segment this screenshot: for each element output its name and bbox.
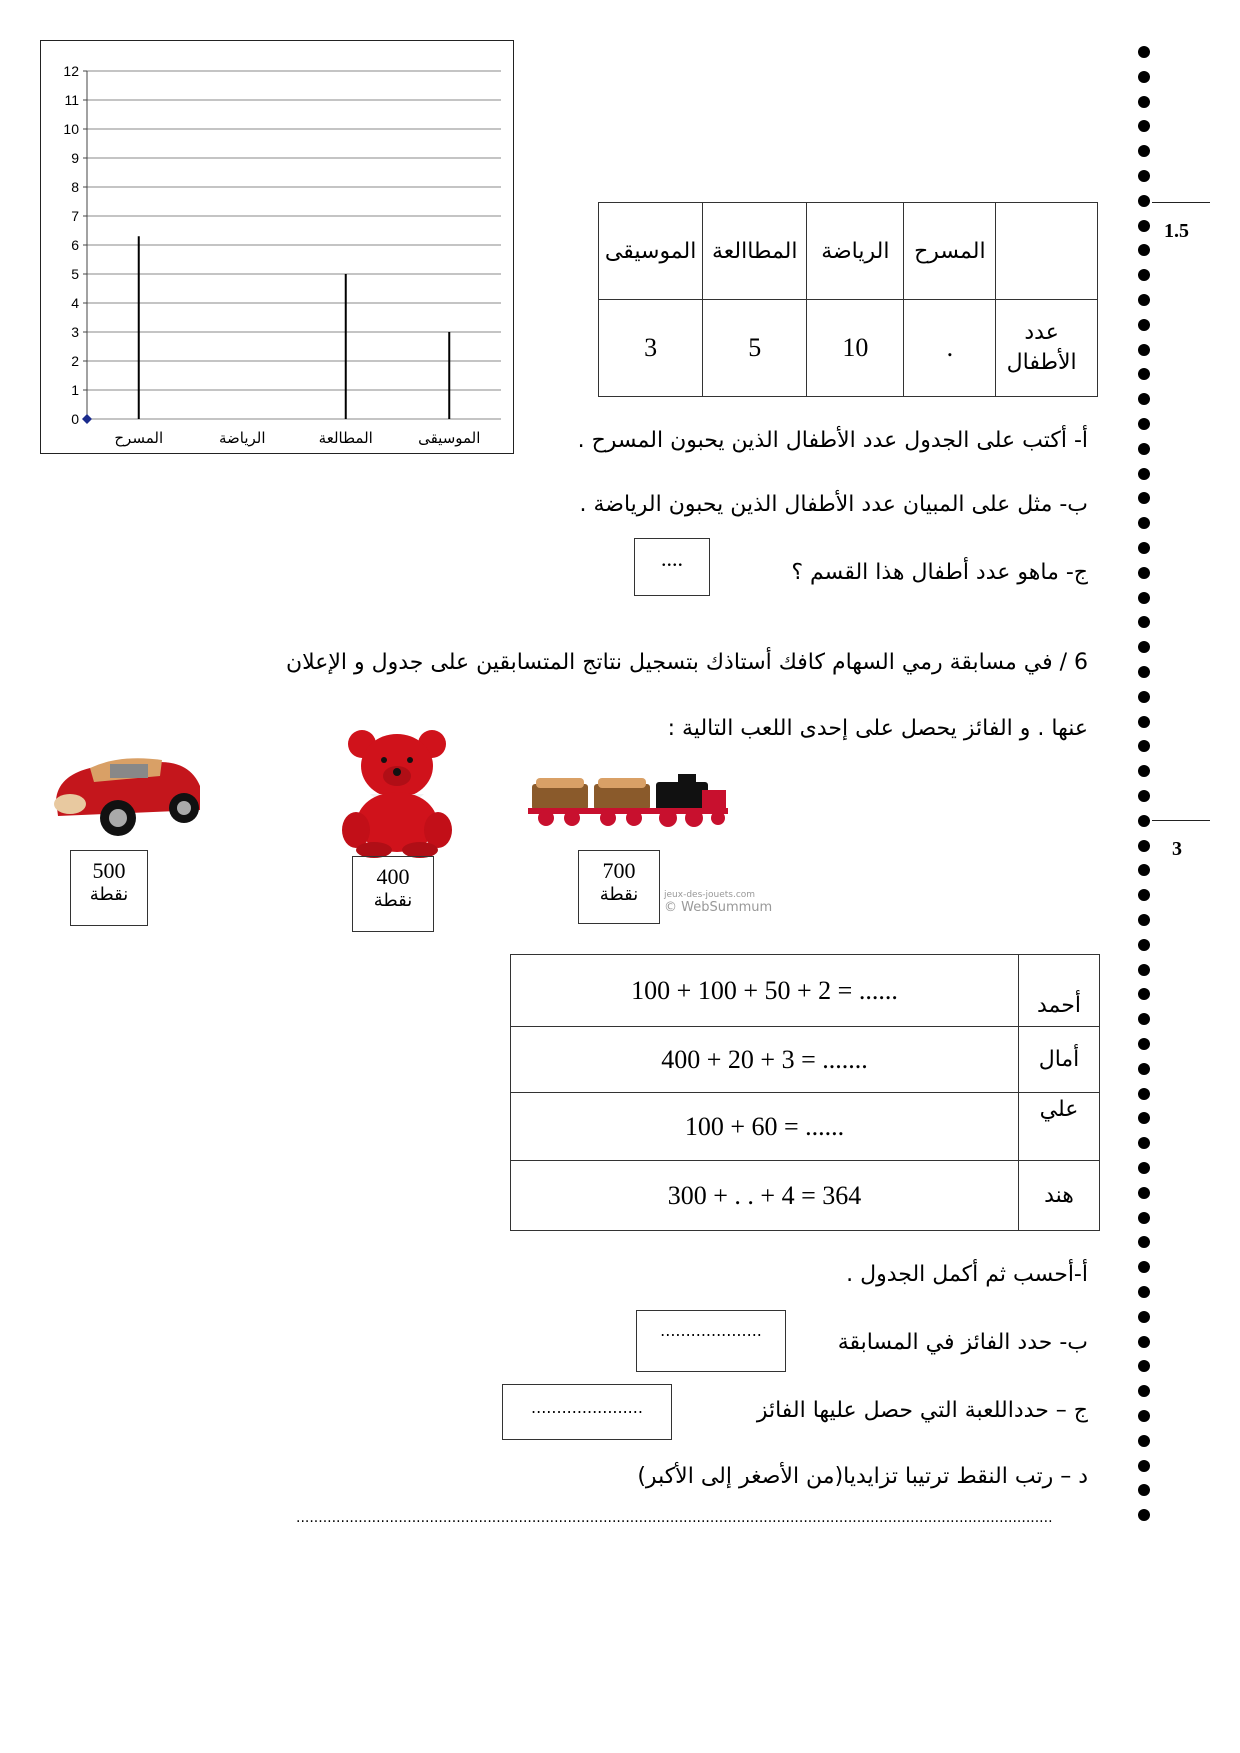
margin-dot (1138, 294, 1150, 306)
table-cell: المطاالعة (703, 203, 807, 300)
toy-answer-box[interactable]: ...................... (502, 1384, 672, 1440)
margin-dot (1138, 145, 1150, 157)
margin-dot (1138, 195, 1150, 207)
margin-dot (1138, 740, 1150, 752)
score-ex5: 1.5 (1164, 220, 1189, 242)
margin-dot (1138, 840, 1150, 852)
margin-dot (1138, 1162, 1150, 1174)
margin-dot (1138, 864, 1150, 876)
margin-dot (1138, 1112, 1150, 1124)
watermark-text: jeux-des-jouets.com (664, 890, 756, 900)
empty-corner-cell (996, 203, 1098, 300)
margin-dot (1138, 492, 1150, 504)
margin-dot (1138, 1460, 1150, 1472)
y-tick-label: 11 (64, 92, 79, 108)
question-6a: أ-أحسب ثم أكمل الجدول . (846, 1262, 1088, 1287)
margin-dot (1138, 964, 1150, 976)
margin-dot (1138, 616, 1150, 628)
table-row (599, 300, 1098, 397)
table-cell: هند (1019, 1161, 1100, 1231)
margin-dot (1138, 170, 1150, 182)
margin-dot (1138, 443, 1150, 455)
table-cell: علي (1019, 1093, 1100, 1161)
margin-dot (1138, 1311, 1150, 1323)
margin-dot (1138, 1261, 1150, 1273)
table-cell: 300 + . . + 4 = 364 (511, 1161, 1019, 1231)
table-row (511, 1161, 1100, 1231)
margin-dot (1138, 1236, 1150, 1248)
y-tick-label: 5 (71, 266, 79, 282)
table-cell: 3 (599, 300, 703, 397)
table-cell: المسرح (904, 203, 996, 300)
train-points: 700 (602, 858, 636, 883)
table-cell: أحمد (1019, 955, 1100, 1027)
margin-dot (1138, 1360, 1150, 1372)
row-label: عدد الأطفال (996, 300, 1098, 397)
margin-dot (1138, 815, 1150, 827)
y-tick-label: 9 (71, 150, 79, 166)
score-separator (1152, 820, 1210, 821)
points-unit: نقطة (599, 884, 639, 905)
score-ex6: 3 (1172, 838, 1182, 860)
margin-dot (1138, 1187, 1150, 1199)
table-row (511, 1093, 1100, 1161)
x-tick-label: الموسيقى (418, 429, 481, 447)
margin-dot (1138, 46, 1150, 58)
margin-dot (1138, 939, 1150, 951)
car-points: 500 (92, 858, 126, 883)
margin-dot (1138, 716, 1150, 728)
exercise-6-intro-line1: 6 / في مسابقة رمي السهام كافك أستاذك بتسجيل نتاتج المتسابقين على جدول و الإعلان (285, 650, 1088, 675)
y-tick-label: 1 (71, 382, 79, 398)
winner-answer-box[interactable]: .................... (636, 1310, 786, 1372)
margin-dot (1138, 1038, 1150, 1050)
margin-dot (1138, 71, 1150, 83)
y-tick-label: 4 (71, 295, 79, 311)
margin-dot (1138, 468, 1150, 480)
y-tick-label: 6 (71, 237, 79, 253)
table-cell: الموسيقى (599, 203, 703, 300)
table-cell: 400 + 20 + 3 = ....... (511, 1027, 1019, 1093)
answer-box[interactable]: .... (634, 538, 710, 596)
margin-dot (1138, 1286, 1150, 1298)
margin-dot (1138, 418, 1150, 430)
score-separator (1152, 202, 1210, 203)
table-row (511, 1027, 1100, 1093)
margin-dot (1138, 567, 1150, 579)
margin-dot (1138, 914, 1150, 926)
question-6d: د – رتب النقط ترتيبا تزايديا(من الأصغر إلى الأكبر) (637, 1464, 1088, 1489)
margin-dot (1138, 1509, 1150, 1521)
exercise-6-intro-line2: عنها . و الفائز يحصل على إحدى اللعب التالية : (667, 716, 1088, 741)
margin-dot (1138, 765, 1150, 777)
margin-dot (1138, 1385, 1150, 1397)
y-tick-label: 7 (71, 208, 79, 224)
x-tick-label: المطالعة (318, 429, 373, 447)
margin-dot (1138, 1212, 1150, 1224)
question-6b: ب- حدد الفائز في المسابقة (837, 1330, 1088, 1355)
watermark-text: © WebSummum (664, 900, 773, 915)
chart-svg (41, 41, 515, 455)
question-5a: أ- أكتب على الجدول عدد الأطفال الذين يحبون المسرح . (577, 428, 1088, 453)
margin-dot (1138, 641, 1150, 653)
margin-dot (1138, 220, 1150, 232)
margin-dot (1138, 790, 1150, 802)
margin-dot (1138, 1088, 1150, 1100)
margin-dot (1138, 96, 1150, 108)
table-cell: 100 + 100 + 50 + 2 = ...... (511, 955, 1019, 1027)
question-5c: ج- ماهو عدد أطفال هذا القسم ؟ (791, 560, 1088, 585)
car-points-box (70, 850, 148, 926)
origin-marker (82, 414, 92, 424)
x-tick-label: الرياضة (218, 429, 266, 447)
margin-dot (1138, 1484, 1150, 1496)
table-cell: الرياضة (807, 203, 904, 300)
margin-dot (1138, 691, 1150, 703)
teddy-bear-image (336, 726, 460, 858)
bear-points: 400 (376, 864, 410, 889)
children-preferences-table (598, 202, 1098, 397)
y-tick-label: 10 (63, 121, 79, 137)
table-cell: 5 (703, 300, 807, 397)
y-tick-label: 3 (71, 324, 79, 340)
margin-dot (1138, 319, 1150, 331)
table-cell: 10 (807, 300, 904, 397)
margin-dot (1138, 1137, 1150, 1149)
x-tick-label: المسرح (114, 429, 164, 447)
margin-dot (1138, 120, 1150, 132)
points-unit: نقطة (89, 884, 129, 905)
margin-dot (1138, 1435, 1150, 1447)
margin-dot (1138, 244, 1150, 256)
margin-dot (1138, 517, 1150, 529)
margin-dot (1138, 592, 1150, 604)
margin-dot (1138, 1410, 1150, 1422)
margin-dot (1138, 1013, 1150, 1025)
table-row (599, 203, 1098, 300)
margin-dot (1138, 889, 1150, 901)
table-cell: 100 + 60 = ...... (511, 1093, 1019, 1161)
question-5b: ب- مثل على المبيان عدد الأطفال الذين يحبون الرياضة . (579, 492, 1088, 517)
margin-dot (1138, 344, 1150, 356)
points-unit: نقطة (373, 890, 413, 911)
y-tick-label: 12 (63, 63, 79, 79)
y-tick-label: 0 (71, 411, 79, 427)
margin-dot (1138, 988, 1150, 1000)
y-tick-label: 8 (71, 179, 79, 195)
bar-chart (40, 40, 514, 454)
margin-dot (1138, 1336, 1150, 1348)
margin-dot (1138, 1063, 1150, 1075)
margin-dot (1138, 666, 1150, 678)
y-tick-label: 2 (71, 353, 79, 369)
car-toy-image (50, 746, 204, 840)
margin-dot (1138, 368, 1150, 380)
bear-points-box (352, 856, 434, 932)
train-points-box (578, 850, 660, 924)
margin-dot (1138, 542, 1150, 554)
table-row (511, 955, 1100, 1027)
scores-table (510, 954, 1100, 1231)
margin-dot (1138, 393, 1150, 405)
train-toy-image (528, 770, 738, 832)
table-cell: . (904, 300, 996, 397)
table-cell: أمال (1019, 1027, 1100, 1093)
question-6c: ج – حدداللعبة التي حصل عليها الفائز (756, 1398, 1088, 1423)
answer-line[interactable]: .......................................................................................................................................................................... (296, 1510, 1053, 1526)
margin-dot (1138, 269, 1150, 281)
